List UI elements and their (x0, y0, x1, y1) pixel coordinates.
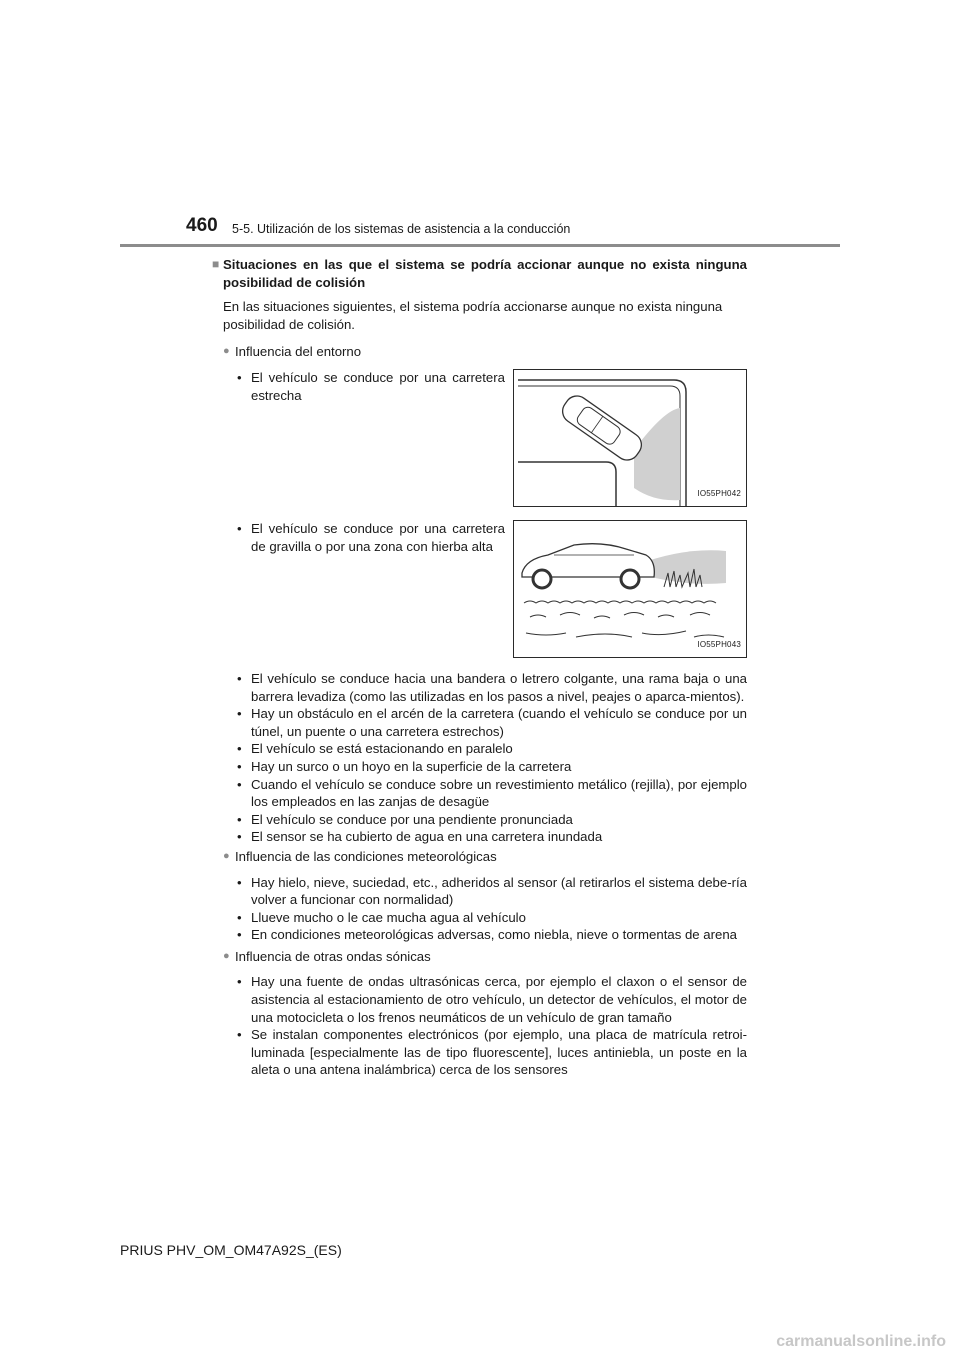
list-item: • El vehículo se está estacionando en paralelo (237, 740, 747, 758)
list-item: • Llueve mucho o le cae mucha agua al vehículo (237, 909, 747, 927)
list-item: • El sensor se ha cubierto de agua en una carretera inundada (237, 828, 747, 846)
page-content (212, 256, 747, 1079)
list-item: • Hay un obstáculo en el arcén de la carretera (cuando el vehículo se conduce por un túnel, un puente o una carretera estrechos) (237, 705, 747, 740)
figure-row-gravel-road (212, 520, 747, 658)
figure-row-narrow-road (212, 369, 747, 507)
list-item: • En condiciones meteorológicas adversas, como niebla, nieve o tormentas de arena (237, 926, 747, 944)
figure-narrow-road (513, 369, 747, 507)
circle-bullet-icon: ● (223, 949, 230, 962)
section-title: Situaciones en las que el sistema se podría accionar aunque no exista ninguna posibilidad de colisión (223, 257, 747, 290)
square-bullet-icon: ■ (212, 257, 220, 271)
environment-list (237, 670, 747, 846)
subheading-label: Influencia del entorno (235, 344, 362, 360)
subheading-label: Influencia de otras ondas sónicas (235, 948, 431, 964)
figure-gravel-road (513, 520, 747, 658)
page-number: 460 (186, 215, 218, 236)
circle-bullet-icon: ● (223, 849, 230, 862)
list-item: • El vehículo se conduce por una carretera estrecha (237, 369, 505, 404)
list-item: • Hay hielo, nieve, suciedad, etc., adheridos al sensor (al retirarlos el sistema debe-ría volver a funcionar con normalidad) (237, 874, 747, 909)
list-item: • Se instalan componentes electrónicos (por ejemplo, una placa de matrícula retroi-luminada [especialmente las de tipo fluorescente], luces antiniebla, un poste en la aleta o una antena inalámbrica) cerca de los sensores (237, 1026, 747, 1079)
list-item: • Hay una fuente de ondas ultrasónicas cerca, por ejemplo el claxon o el sensor de asistencia al estacionamiento de otro vehículo, un detector de vehículos, el motor de una motocicleta o los frenos neumáticos de un vehículo de gran tamaño (237, 973, 747, 1026)
sonic-list (237, 973, 747, 1079)
header-divider (120, 244, 840, 247)
subheading-sonic (223, 948, 747, 966)
list-item: • Cuando el vehículo se conduce sobre un revestimiento metálico (rejilla), por ejemplo los empleados en las zanjas de desagüe (237, 776, 747, 811)
figure-code: IO55PH042 (697, 489, 741, 499)
list-item: • Hay un surco o un hoyo en la superficie de la carretera (237, 758, 747, 776)
list-item: • El vehículo se conduce por una carretera de gravilla o por una zona con hierba alta (237, 520, 505, 555)
subheading-environment (223, 343, 747, 361)
watermark: carmanualsonline.info (776, 1333, 946, 1350)
section-intro: En las situaciones siguientes, el sistema podría accionarse aunque no exista ninguna posibilidad de colisión. (223, 299, 723, 332)
subheading-label: Influencia de las condiciones meteorológicas (235, 848, 497, 864)
footer-doc-id: PRIUS PHV_OM_OM47A92S_(ES) (120, 1242, 342, 1258)
circle-bullet-icon: ● (223, 345, 230, 358)
list-item: • El vehículo se conduce hacia una bandera o letrero colgante, una rama baja o una barrera levadiza (como las utilizadas en los pasos a nivel, peajes o aparca-mientos). (237, 670, 747, 705)
chapter-title: 5-5. Utilización de los sistemas de asistencia a la conducción (232, 222, 571, 236)
subheading-weather (223, 848, 747, 866)
weather-list (237, 874, 747, 944)
section-heading (212, 256, 747, 291)
list-item: • El vehículo se conduce por una pendiente pronunciada (237, 811, 747, 829)
figure-code: IO55PH043 (697, 640, 741, 650)
